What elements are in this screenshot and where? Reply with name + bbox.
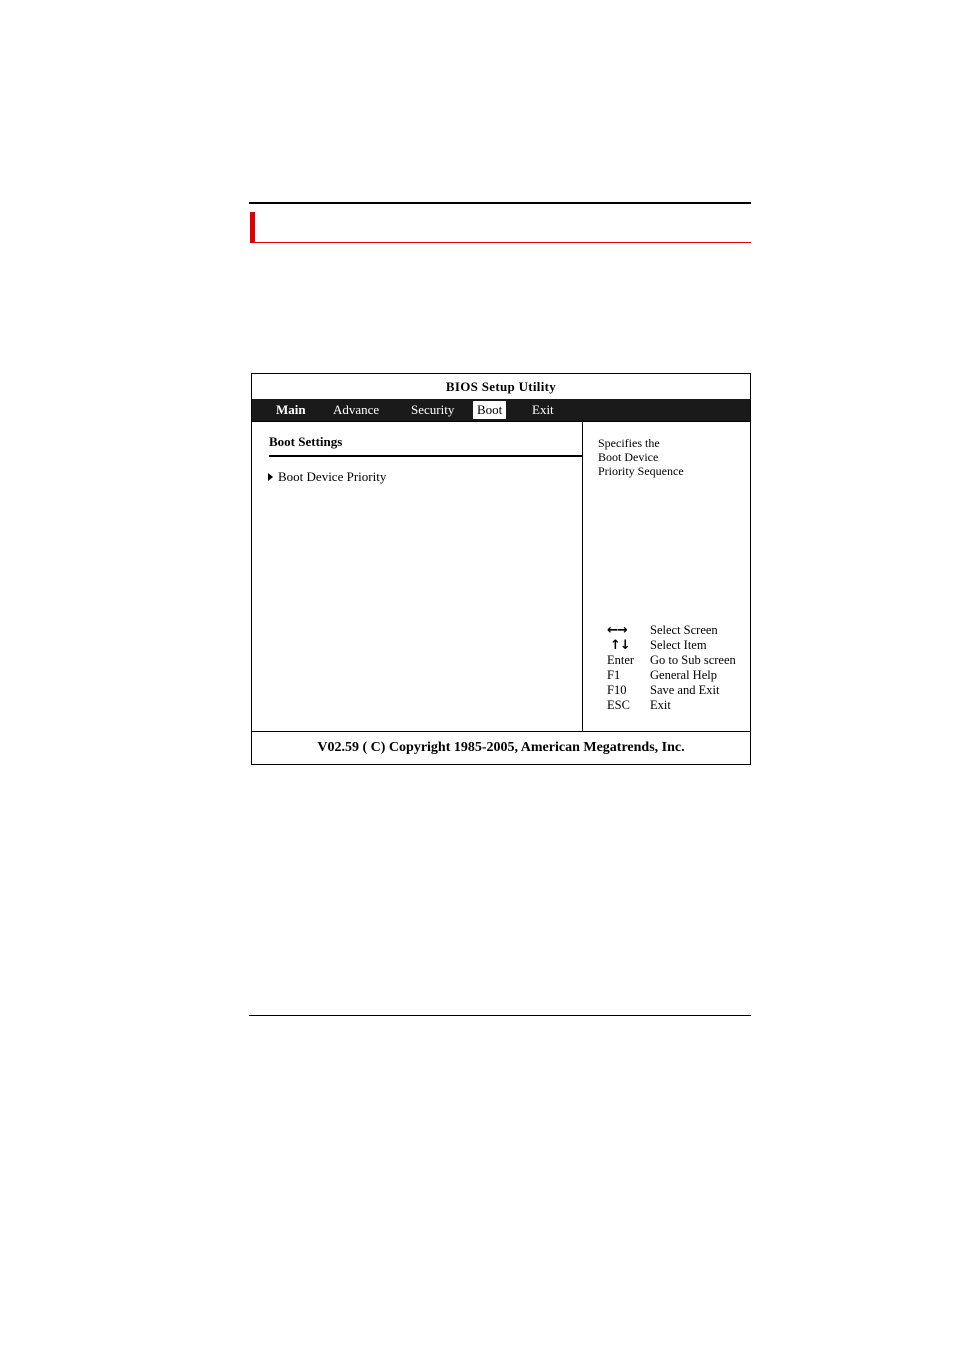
left-right-arrows-icon: ←→ bbox=[607, 623, 627, 638]
bios-title: BIOS Setup Utility bbox=[445, 379, 557, 394]
boot-device-priority-item[interactable] bbox=[268, 469, 386, 485]
tab-boot[interactable]: Boot bbox=[473, 401, 506, 419]
key-description: Select Item bbox=[650, 638, 707, 652]
copyright-footer: V02.59 ( C) Copyright 1985-2005, American Megatrends, Inc. bbox=[252, 731, 750, 764]
section-title-underline bbox=[269, 455, 582, 457]
key-legend-row bbox=[607, 638, 736, 653]
page-top-rule bbox=[249, 202, 751, 204]
submenu-triangle-icon bbox=[268, 473, 273, 481]
key-legend-row bbox=[607, 653, 736, 668]
tab-security[interactable]: Security bbox=[411, 402, 455, 417]
bios-menu-bar bbox=[252, 399, 750, 421]
bios-content-area bbox=[252, 421, 750, 731]
help-line: Priority Sequence bbox=[598, 464, 684, 478]
key-legend-row bbox=[607, 698, 736, 713]
key-name: Enter bbox=[607, 653, 635, 667]
key-description: General Help bbox=[650, 668, 717, 682]
key-legend-row bbox=[607, 668, 736, 683]
key-name: ESC bbox=[607, 698, 630, 712]
tab-main[interactable]: Main bbox=[276, 402, 306, 417]
key-description: Go to Sub screen bbox=[650, 653, 736, 667]
bios-setup-window bbox=[251, 373, 751, 765]
tab-advance[interactable]: Advance bbox=[333, 402, 380, 417]
key-legend bbox=[607, 623, 736, 713]
help-line: Specifies the bbox=[598, 436, 660, 450]
key-name: F10 bbox=[607, 683, 627, 697]
help-description bbox=[598, 436, 684, 478]
key-description: Save and Exit bbox=[650, 683, 720, 697]
key-description: Exit bbox=[650, 698, 671, 712]
up-down-arrows-icon: ↑↓ bbox=[610, 638, 630, 653]
section-title: Boot Settings bbox=[269, 434, 343, 449]
tab-exit[interactable]: Exit bbox=[532, 402, 554, 417]
page-bottom-rule bbox=[249, 1015, 751, 1016]
help-line: Boot Device bbox=[598, 450, 659, 464]
help-panel-divider bbox=[582, 422, 583, 732]
boot-device-priority-label: Boot Device Priority bbox=[278, 469, 387, 484]
section-heading-marker bbox=[250, 212, 255, 243]
key-legend-row bbox=[607, 623, 736, 638]
key-name: F1 bbox=[607, 668, 621, 682]
key-legend-row bbox=[607, 683, 736, 698]
section-heading-rule bbox=[250, 242, 751, 243]
key-description: Select Screen bbox=[650, 623, 718, 637]
